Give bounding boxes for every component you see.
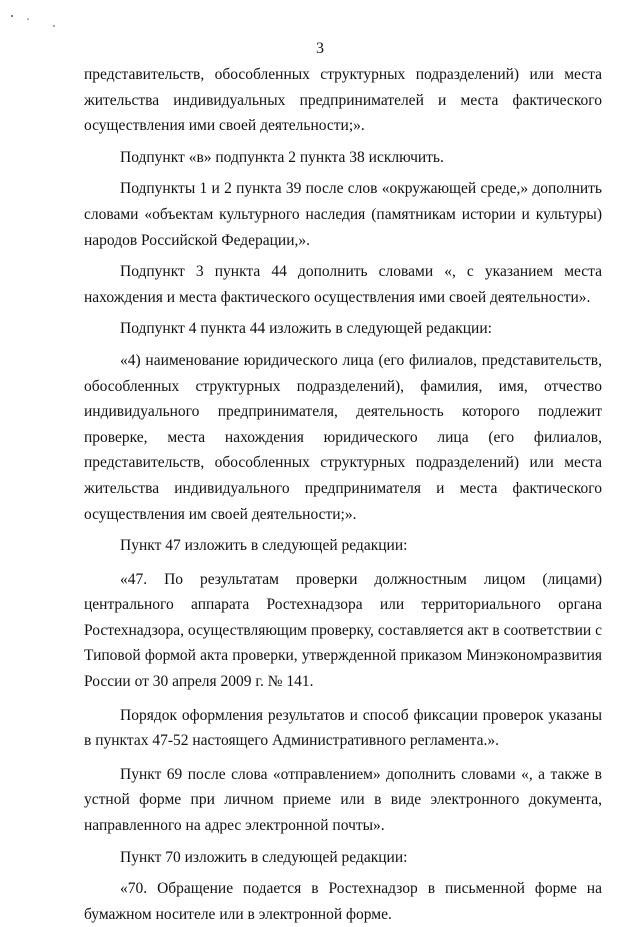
page-number: 3 [316,40,324,57]
paragraph-item-47-text: «47. По результатам проверки должностным лицом (лицами) центрального аппарата Ростехнадзора или территориального органа Ростехнадзора, осуществляющим проверку, составляется акт в соответствии с Типовой формой акта проверки, утвержденной приказом Минэкономразвития России от 30 апреля 2009 г. № 141. [84,570,602,691]
paragraph-item-70-text: «70. Обращение подается в Ростехнадзор в письменной форме на бумажном носителе или в электронной форме. [84,880,602,923]
paragraph-continuation: представительств, обособленных структурных подразделений) или места жительства индивидуальных предпринимателей и места фактического осуществления ими своей деятельности;». [84,66,602,135]
document-body [84,62,602,927]
paragraph-item-47-intro: Пункт 47 изложить в следующей редакции: [120,537,408,555]
paragraph-item-39-amendment: Подпункты 1 и 2 пункта 39 после слов «окружающей среде,» дополнить словами «объектам культурного наследия (памятникам истории и культуры) народов Российской Федерации,». [84,180,602,249]
paragraph-item-44-4-intro: Подпункт 4 пункта 44 изложить в следующей редакции: [120,320,492,338]
paragraph-subitem-v-excluded: Подпункт «в» подпункта 2 пункта 38 исключить. [120,148,444,166]
paragraph-results-procedure: Порядок оформления результатов и способ фиксации проверок указаны в пунктах 47-52 настоящего Административного регламента.». [84,706,602,750]
paragraph-item-69-amendment: Пункт 69 после слова «отправлением» дополнить словами «, а также в устной форме при личном приеме или в виде электронного документа, направленного на адрес электронной почты». [84,765,602,835]
scan-specks [8,10,68,40]
paragraph-item-44-3-amendment: Подпункт 3 пункта 44 дополнить словами «, с указанием места нахождения и места фактического осуществления ими своей деятельности». [84,263,602,306]
paragraph-item-44-4-text: «4) наименование юридического лица (его филиалов, представительств, обособленных структурных подразделений), фамилия, имя, отчество индивидуального предпринимателя, деятельность которого подлежит проверке, места нахождения юридического лица (его филиалов, представительств, обособленных структурных подразделений) или места жительства индивидуального предпринимателя и места фактического осуществления им своей деятельности;». [84,351,602,523]
paragraph-item-70-intro: Пункт 70 изложить в следующей редакции: [120,848,408,866]
